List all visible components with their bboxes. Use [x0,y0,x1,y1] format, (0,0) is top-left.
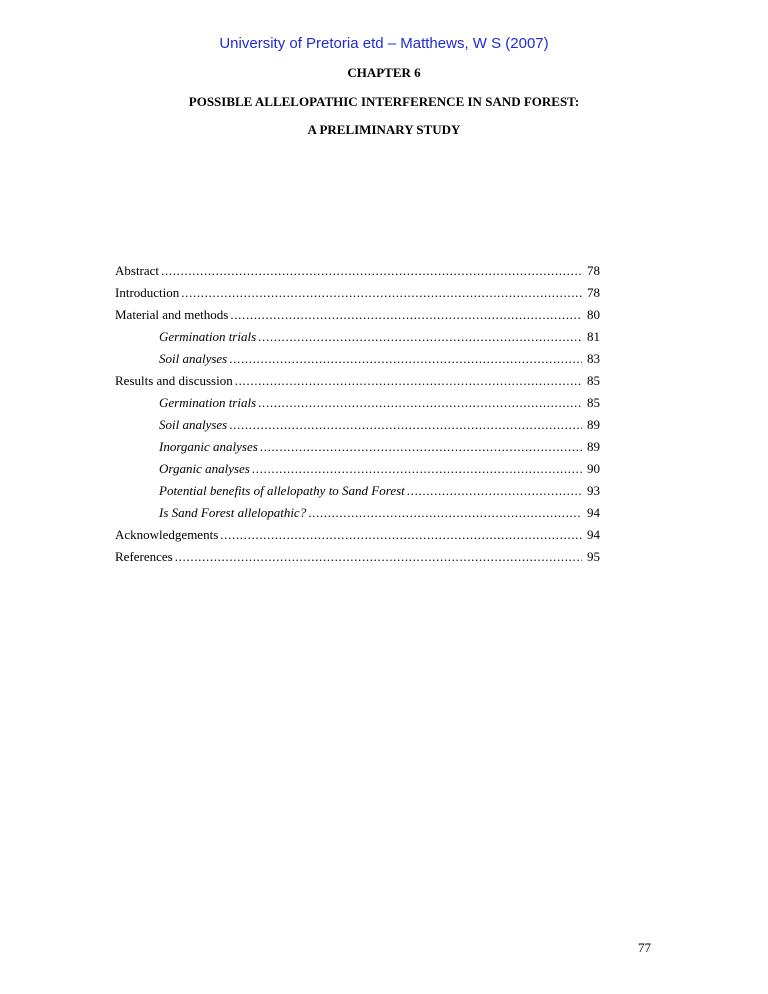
toc-entry-results-and-discussion[interactable] [115,372,600,394]
dot-leader [252,460,582,478]
toc-entry-introduction[interactable] [115,284,600,306]
table-of-contents [115,262,600,570]
toc-entry-references[interactable] [115,548,600,570]
toc-entry-material-and-methods[interactable] [115,306,600,328]
toc-entry-page: 89 [587,417,600,432]
dot-leader [258,328,582,346]
toc-subentry-soil-analyses[interactable] [115,350,600,372]
toc-entry-label: Germination trials [159,329,257,344]
dot-leader [175,548,582,566]
toc-entry-page: 95 [587,549,600,564]
toc-entry-label: Inorganic analyses [159,439,258,454]
toc-entry-label: References [115,549,173,564]
toc-entry-page: 78 [587,263,600,278]
toc-subentry-germination-trials[interactable] [115,328,600,350]
toc-entry-page: 80 [587,307,600,322]
toc-entry-label: Germination trials [159,395,257,410]
toc-entry-label: Is Sand Forest allelopathic? [159,505,307,520]
toc-entry-page: 78 [587,285,600,300]
toc-entry-page: 94 [587,527,600,542]
dot-leader [229,416,582,434]
toc-entry-label: Potential benefits of allelopathy to Sand Forest [159,483,405,498]
toc-entry-acknowledgements[interactable] [115,526,600,548]
toc-entry-label: Organic analyses [159,461,250,476]
chapter-number: CHAPTER 6 [347,65,421,80]
toc-entry-label: Abstract [115,263,160,278]
toc-entry-page: 83 [587,351,600,366]
toc-entry-label: Material and methods [115,307,229,322]
dot-leader [181,284,582,302]
dot-leader [161,262,582,280]
dot-leader [235,372,582,390]
dot-leader [229,350,582,368]
toc-entry-page: 85 [587,395,600,410]
toc-subentry-potential-benefits[interactable] [115,482,600,504]
toc-entry-page: 93 [587,483,600,498]
toc-entry-page: 90 [587,461,600,476]
dot-leader [230,306,582,324]
toc-subentry-germination-trials[interactable] [115,394,600,416]
toc-entry-label: Soil analyses [159,351,228,366]
dot-leader [258,394,582,412]
toc-entry-label: Results and discussion [115,373,233,388]
toc-entry-abstract[interactable] [115,262,600,284]
toc-subentry-is-sand-forest-allelopathic[interactable] [115,504,600,526]
chapter-title-line1: POSSIBLE ALLELOPATHIC INTERFERENCE IN SAND FOREST: [188,94,580,109]
toc-entry-label: Introduction [115,285,180,300]
toc-subentry-soil-analyses[interactable] [115,416,600,438]
toc-entry-label: Acknowledgements [115,527,219,542]
toc-entry-page: 94 [587,505,600,520]
toc-entry-page: 89 [587,439,600,454]
toc-subentry-inorganic-analyses[interactable] [115,438,600,460]
page-number: 77 [638,940,651,955]
toc-entry-label: Soil analyses [159,417,228,432]
dot-leader [407,482,582,500]
dot-leader [260,438,582,456]
toc-entry-page: 85 [587,373,600,388]
dot-leader [220,526,582,544]
toc-subentry-organic-analyses[interactable] [115,460,600,482]
dot-leader [308,504,582,522]
toc-entry-page: 81 [587,329,600,344]
chapter-title-line2: A PRELIMINARY STUDY [307,122,461,137]
running-head: University of Pretoria etd – Matthews, W S (2007) [219,35,549,52]
